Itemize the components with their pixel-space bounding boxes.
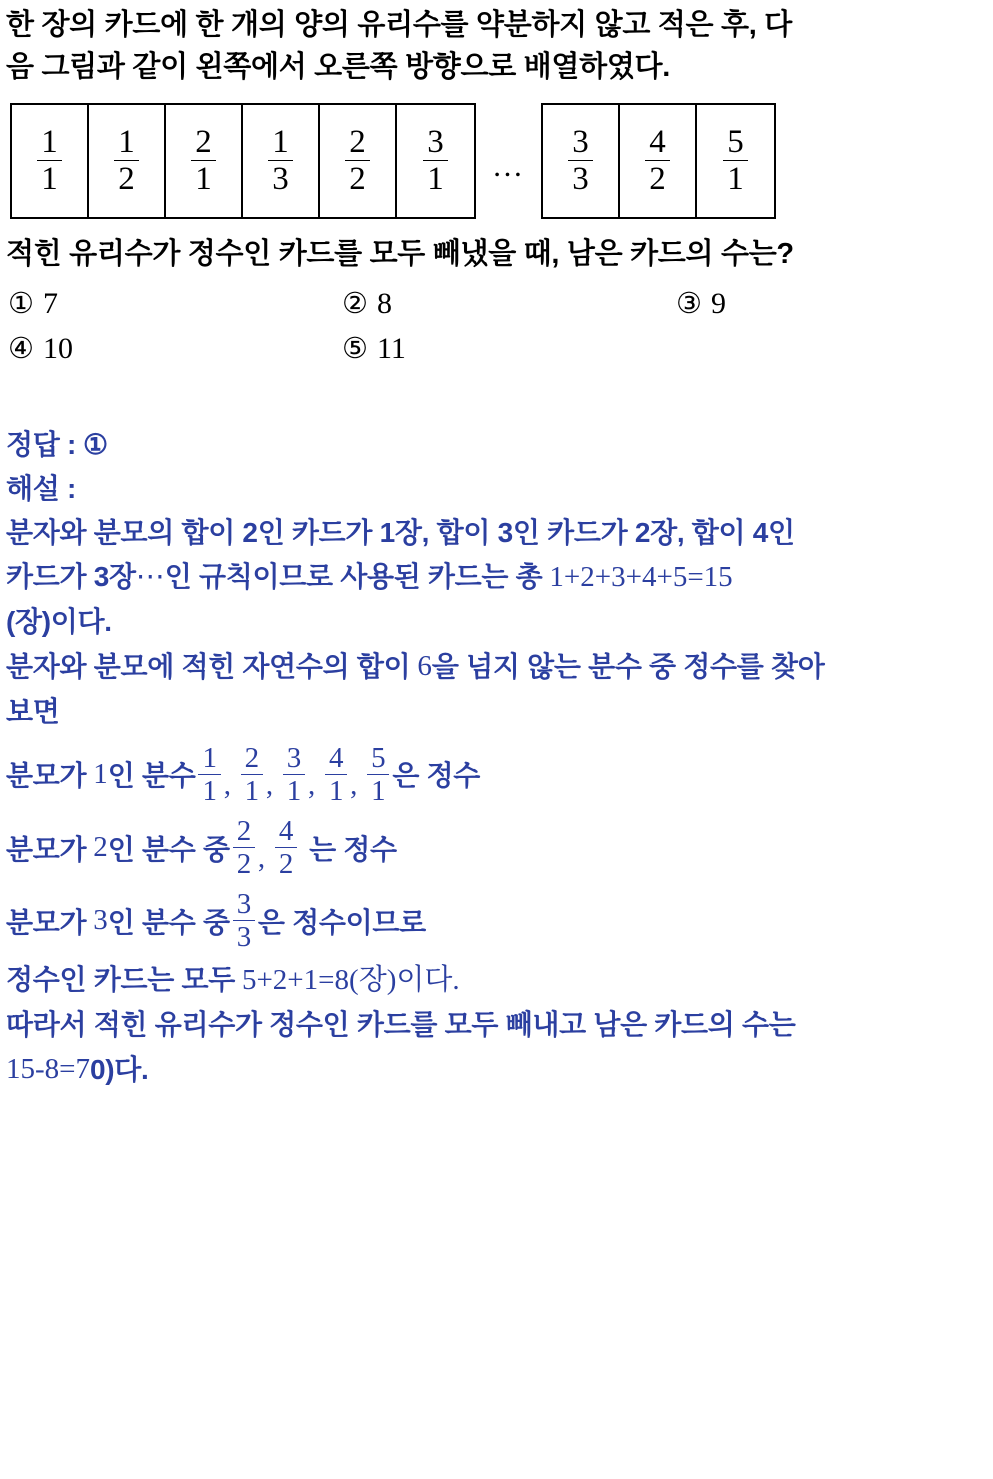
- numerator: 4: [649, 123, 666, 160]
- denominator: 1: [423, 160, 448, 196]
- comma: ,: [308, 768, 315, 801]
- answer-line: [6, 424, 987, 466]
- numerator: 5: [371, 741, 386, 774]
- explanation-label: 해설 :: [6, 472, 76, 504]
- denominator: 1: [723, 160, 748, 196]
- denominator: 2: [114, 160, 139, 196]
- frac-line-3-pre: 분모가: [6, 906, 87, 938]
- solution-line-8: [6, 1048, 987, 1092]
- solution-line-6-post: (장)이다.: [349, 963, 460, 996]
- numerator: 1: [272, 123, 289, 160]
- fraction: [114, 125, 139, 197]
- card-group-left: [10, 103, 476, 219]
- choice-option-4[interactable]: [8, 331, 342, 366]
- choice-label: 9: [711, 286, 726, 320]
- choice-label: 11: [377, 331, 406, 365]
- fraction: [723, 125, 748, 197]
- solution-line-8-post: 0)다.: [90, 1053, 149, 1085]
- solution-line-6: [6, 959, 987, 1003]
- denominator: 1: [37, 160, 62, 196]
- numerator: 2: [195, 123, 212, 160]
- choice-option-3[interactable]: [676, 286, 976, 321]
- solution-fraction-line-1: [6, 743, 987, 806]
- card-group-right: [541, 103, 776, 219]
- frac-line-2-n: 2: [93, 831, 108, 864]
- frac-line-2-post: 는 정수: [309, 833, 397, 865]
- answer-label: 정답 :: [6, 428, 76, 460]
- frac-line-3-n: 3: [93, 904, 108, 937]
- card: [89, 105, 166, 217]
- fraction: [367, 743, 389, 806]
- card: [397, 105, 474, 217]
- comma: ,: [265, 768, 273, 801]
- frac-line-2-mid: 인 분수 중: [107, 833, 230, 865]
- numerator: 1: [202, 741, 217, 774]
- fraction: [568, 125, 593, 197]
- numerator: 3: [286, 741, 301, 774]
- card: [243, 105, 320, 217]
- choice-marker: ②: [342, 287, 368, 320]
- solution-line-2-math: 1+2+3+4+5=15: [549, 560, 733, 593]
- numerator: 2: [236, 814, 251, 847]
- choice-label: 7: [43, 286, 58, 320]
- choice-option-1[interactable]: [8, 286, 342, 321]
- solution-line-8-math: 15-8=7: [6, 1053, 91, 1086]
- solution-fraction-line-2: [6, 816, 987, 879]
- fraction: [191, 125, 216, 197]
- card: [12, 105, 89, 217]
- choice-option-2[interactable]: [342, 286, 676, 321]
- fraction: [268, 125, 293, 197]
- comma: ,: [223, 768, 231, 801]
- numerator: 3: [572, 123, 589, 160]
- ellipsis: …: [492, 147, 525, 183]
- denominator: 2: [275, 847, 297, 879]
- solution-line-2: [6, 556, 987, 600]
- solution-line-6-pre: 정수인 카드는 모두: [6, 964, 235, 996]
- solution-fraction-line-3: [6, 889, 987, 952]
- card: [697, 105, 774, 217]
- frac-line-2-pre: 분모가: [6, 833, 87, 865]
- denominator: 2: [345, 160, 370, 196]
- fraction: [233, 816, 255, 879]
- numerator: 2: [244, 741, 259, 774]
- fraction: [325, 743, 347, 806]
- solution-section: [6, 424, 987, 1092]
- choice-option-5[interactable]: [342, 331, 676, 366]
- frac-line-1-n: 1: [93, 757, 108, 790]
- numerator: 1: [41, 123, 58, 160]
- card: [620, 105, 697, 217]
- solution-line-2-mid: 인 규칙이므로 사용된 카드는 총: [164, 561, 543, 593]
- denominator: 1: [191, 160, 216, 196]
- numerator: 1: [118, 123, 135, 160]
- comma: ,: [350, 768, 358, 801]
- numerator: 4: [328, 741, 344, 774]
- answer-value: ①: [83, 428, 108, 460]
- problem-stem: [6, 4, 987, 89]
- fraction: [198, 743, 220, 806]
- numerator: 3: [236, 888, 251, 921]
- solution-line-4-num: 6: [417, 650, 432, 683]
- frac-line-3-post: 은 정수이므로: [257, 906, 426, 938]
- denominator: 3: [233, 920, 255, 952]
- frac-line-1-post: 은 정수: [392, 760, 481, 792]
- frac-line-1-pre: 분모가: [6, 760, 87, 792]
- fraction: [645, 125, 670, 197]
- numerator: 4: [278, 814, 294, 847]
- choice-marker: ③: [676, 287, 702, 320]
- solution-line-5: 보면: [6, 695, 60, 727]
- denominator: 1: [283, 774, 305, 806]
- comma: ,: [257, 842, 265, 875]
- question-text: 적힌 유리수가 정수인 카드를 모두 빼냈을 때, 남은 카드의 수는?: [6, 237, 794, 270]
- card: [543, 105, 620, 217]
- numerator: 2: [349, 123, 366, 160]
- numerator: 5: [727, 123, 744, 160]
- denominator: 2: [645, 160, 670, 196]
- solution-line-4: [6, 645, 987, 689]
- denominator: 2: [233, 847, 255, 879]
- stem-line-1: 한 장의 카드에 한 개의 양의 유리수를 약분하지 않고 적은 후, 다: [6, 9, 792, 41]
- choice-marker: ⑤: [342, 332, 368, 365]
- stem-line-2: 음 그림과 같이 왼쪽에서 오른쪽 방향으로 배열하였다.: [6, 51, 671, 84]
- fraction: [275, 816, 297, 879]
- denominator: 3: [268, 160, 293, 196]
- denominator: 1: [325, 774, 347, 806]
- choice-marker: ④: [8, 332, 34, 365]
- fraction: [233, 889, 255, 952]
- frac-line-1-mid: 인 분수: [107, 760, 196, 792]
- numerator: 3: [427, 123, 444, 160]
- card: [166, 105, 243, 217]
- solution-line-6-math: 5+2+1=8: [241, 963, 350, 996]
- card-figure: [10, 103, 987, 219]
- choice-label: 10: [43, 331, 73, 365]
- choice-row-1: [8, 286, 987, 321]
- choice-row-2: [8, 331, 987, 366]
- solution-line-7: 따라서 적힌 유리수가 정수인 카드를 모두 빼내고 남은 카드의 수는: [6, 1009, 796, 1041]
- choice-marker: ①: [8, 287, 34, 320]
- solution-line-1: 분자와 분모의 합이 2인 카드가 1장, 합이 3인 카드가 2장, 합이 4인: [6, 516, 795, 548]
- fraction: [283, 743, 305, 806]
- solution-line-4-post: 을 넘지 않는 분수 중 정수를 찾아: [431, 650, 825, 682]
- fraction: [37, 125, 62, 197]
- fraction: [345, 125, 370, 197]
- solution-line-3: (장)이다.: [6, 606, 112, 638]
- denominator: 1: [198, 774, 220, 806]
- fraction: [423, 125, 448, 197]
- denominator: 1: [241, 774, 263, 806]
- frac-line-3-mid: 인 분수 중: [107, 906, 230, 938]
- choice-label: 8: [377, 286, 392, 320]
- solution-line-4-pre: 분자와 분모에 적힌 자연수의 합이: [6, 650, 411, 682]
- solution-line-2-dots: ⋯: [135, 560, 165, 593]
- fraction: [241, 743, 263, 806]
- denominator: 3: [568, 160, 593, 196]
- denominator: 1: [367, 774, 389, 806]
- solution-line-2-pre: 카드가 3장: [6, 561, 136, 593]
- card: [320, 105, 397, 217]
- choice-list: [8, 286, 987, 366]
